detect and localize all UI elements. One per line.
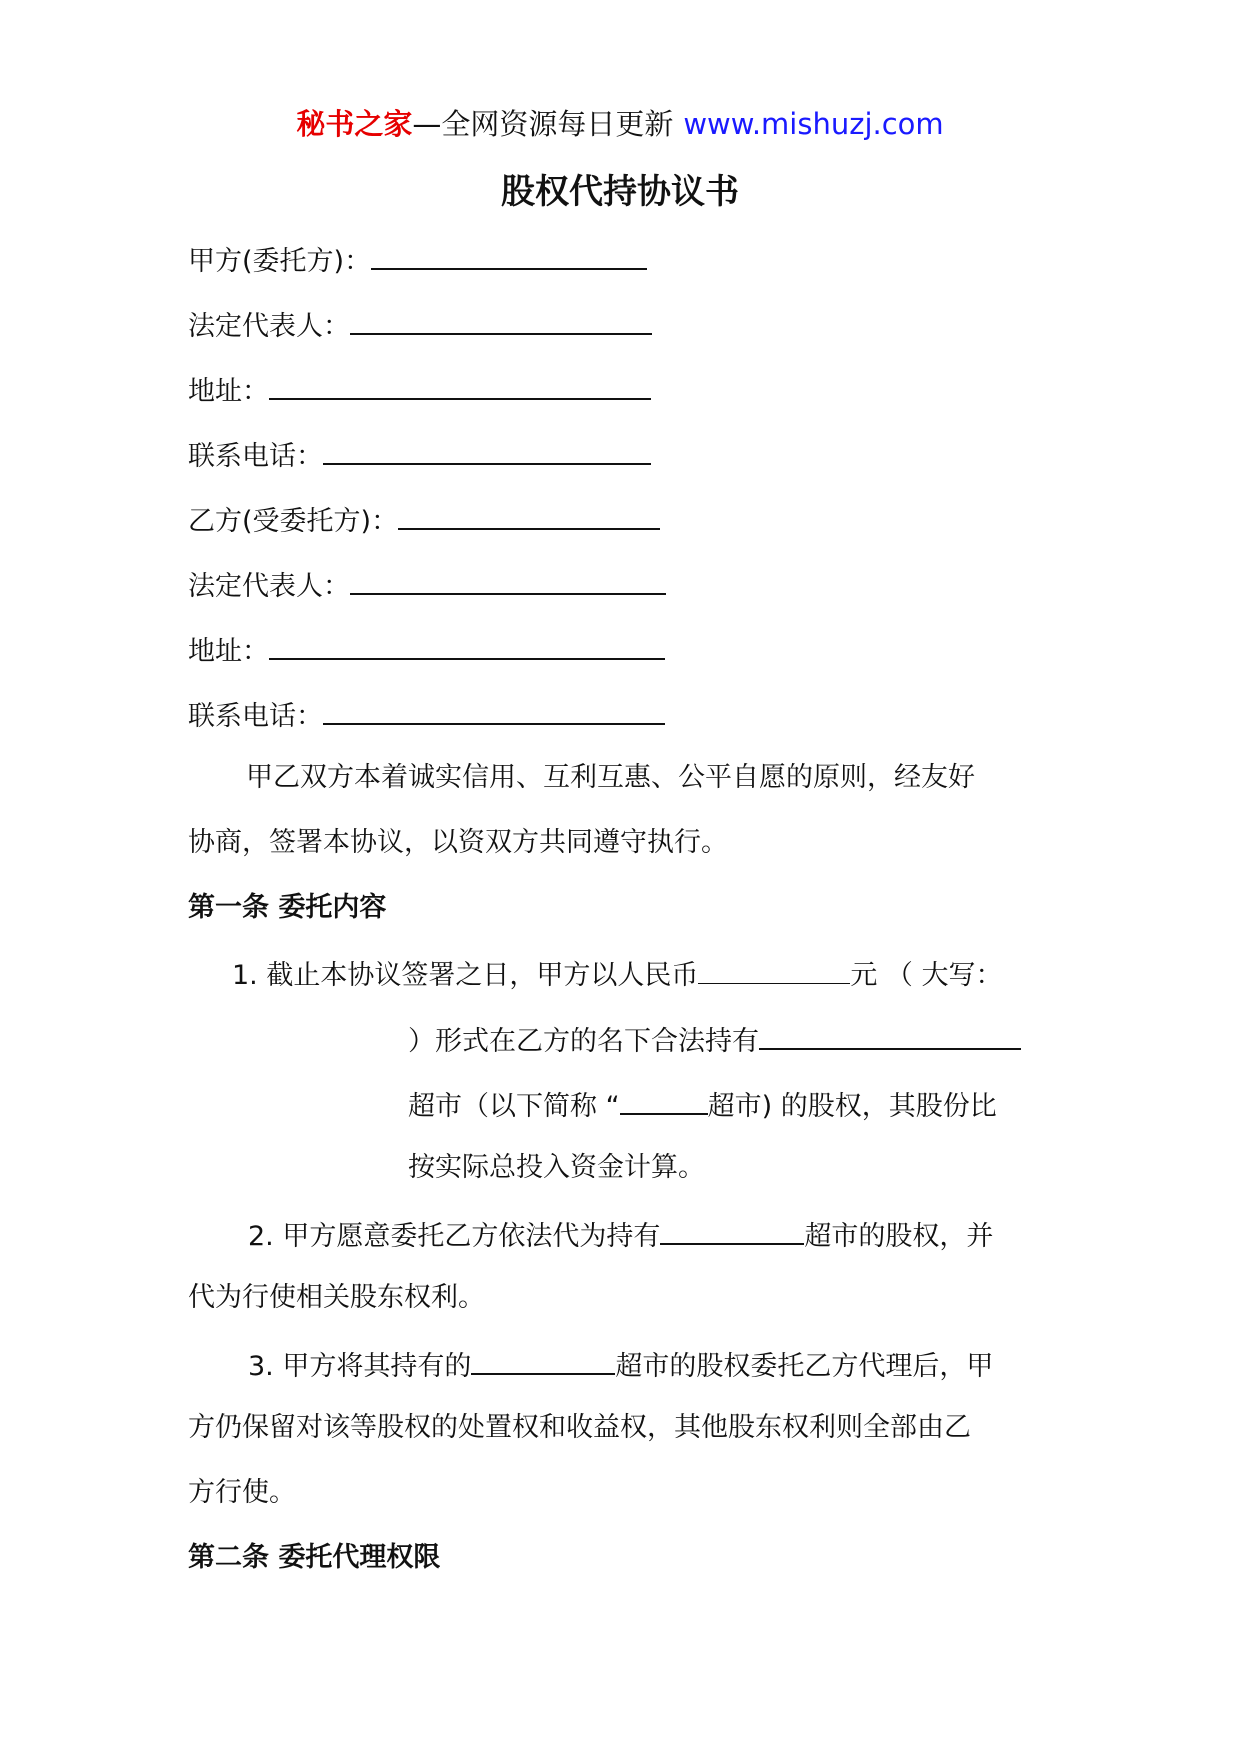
item-1-text-b: 元 （ 大写： (850, 960, 1003, 991)
brand-name: 秘书之家 (296, 107, 413, 141)
item-3-text-a: 3. 甲方将其持有的 (248, 1351, 472, 1382)
party-b-address-label: 地址： (188, 636, 269, 667)
item-1-text-c: ）形式在乙方的名下合法持有 (408, 1026, 759, 1057)
item-2-blank[interactable] (660, 1213, 804, 1245)
article-1-item-3-line-2: 方仍保留对该等股权的处置权和收益权，其他股东权利则全部由乙 (188, 1412, 971, 1443)
party-b-label: 乙方(受委托方)： (188, 506, 399, 537)
party-a-phone-line (188, 433, 651, 477)
party-b-blank[interactable] (398, 498, 660, 530)
item-3-blank[interactable] (471, 1343, 615, 1375)
amount-blank[interactable] (698, 953, 850, 984)
article-1-item-1-line-2 (408, 1018, 1021, 1062)
site-url[interactable]: www.mishuzj.com (683, 107, 944, 141)
party-a-rep-blank[interactable] (350, 303, 652, 335)
item-1-text-d: 超市（以下简称 “ (408, 1091, 620, 1122)
party-a-address-blank[interactable] (269, 368, 651, 400)
article-1-item-3-line-1 (248, 1343, 993, 1387)
party-b-phone-line (188, 693, 665, 737)
party-a-line (188, 238, 647, 282)
party-b-line (188, 498, 660, 542)
header-tagline: —全网资源每日更新 (412, 107, 674, 141)
party-b-rep-blank[interactable] (350, 563, 666, 595)
article-1-item-3-line-3: 方行使。 (188, 1477, 296, 1508)
intro-line-2: 协商，签署本协议，以资双方共同遵守执行。 (188, 827, 728, 858)
party-b-rep-line (188, 563, 666, 607)
item-3-text-b: 超市的股权委托乙方代理后，甲 (615, 1351, 994, 1382)
party-b-phone-label: 联系电话： (188, 701, 323, 732)
holding-blank[interactable] (759, 1018, 1021, 1050)
party-a-rep-label: 法定代表人： (188, 311, 350, 342)
item-2-text-b: 超市的股权，并 (804, 1221, 994, 1252)
article-1-item-2-line-2: 代为行使相关股东权利。 (188, 1282, 485, 1313)
party-b-address-blank[interactable] (269, 628, 665, 660)
article-1-item-1-line-3 (408, 1083, 997, 1127)
party-a-blank[interactable] (371, 238, 647, 270)
article-1-item-1-line-1 (232, 953, 1003, 996)
party-b-phone-blank[interactable] (323, 693, 665, 725)
article-2-heading: 第二条 委托代理权限 (188, 1542, 441, 1573)
party-a-label: 甲方(委托方)： (188, 246, 372, 277)
party-a-rep-line (188, 303, 652, 347)
item-2-text-a: 2. 甲方愿意委托乙方依法代为持有 (248, 1221, 661, 1252)
article-1-heading: 第一条 委托内容 (188, 892, 387, 923)
article-1-item-1-line-4: 按实际总投入资金计算。 (408, 1152, 705, 1183)
site-header (0, 102, 1240, 146)
party-a-phone-blank[interactable] (323, 433, 651, 465)
party-a-address-line (188, 368, 651, 412)
article-1-item-2-line-1 (248, 1213, 993, 1257)
short-name-blank[interactable] (620, 1083, 708, 1115)
intro-line-1: 甲乙双方本着诚实信用、互利互惠、公平自愿的原则，经友好 (246, 762, 975, 793)
party-a-phone-label: 联系电话： (188, 441, 323, 472)
party-a-address-label: 地址： (188, 376, 269, 407)
party-b-address-line (188, 628, 665, 672)
document-title: 股权代持协议书 (501, 172, 739, 212)
item-1-text-e: 超市) 的股权，其股份比 (707, 1091, 997, 1122)
party-b-rep-label: 法定代表人： (188, 571, 350, 602)
item-1-text-a: 1. 截止本协议签署之日，甲方以人民币 (232, 960, 699, 991)
